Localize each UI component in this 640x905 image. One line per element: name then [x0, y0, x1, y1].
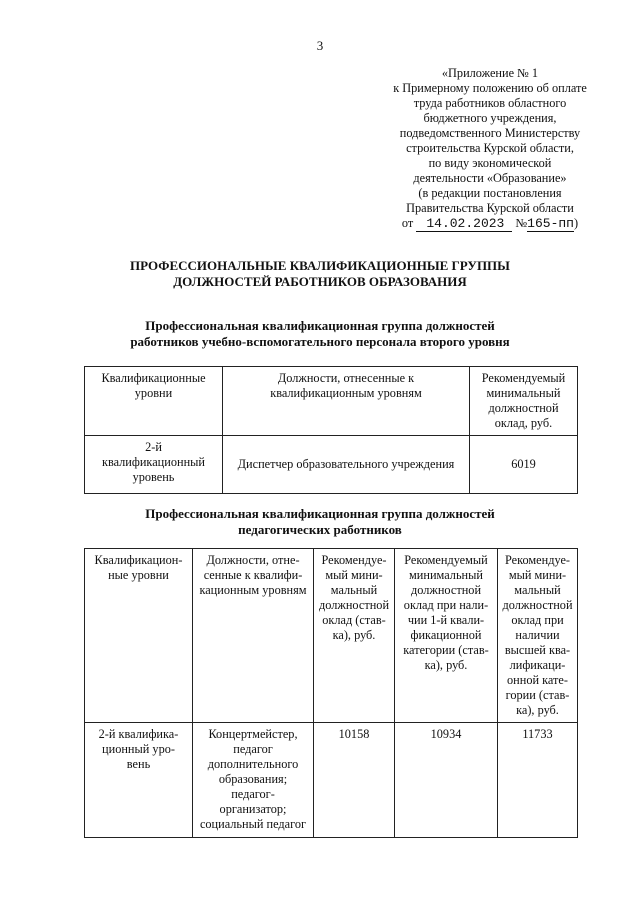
salary-first-category-cell: 10934: [395, 723, 498, 838]
header-cell: Рекомендуемый минимальный должностной оклад при нали- чии 1-й квали- фикационной категории (став- ка), руб.: [395, 549, 498, 723]
table-header-row: [85, 549, 578, 723]
table-header-row: [85, 367, 578, 436]
section1-title: Профессиональная квалификационная группа должностей работников учебно-вспомогательного персонала второго уровня: [130, 318, 510, 349]
number-prefix: №: [515, 216, 528, 230]
section2-title: Профессиональная квалификационная группа должностей педагогических работников: [145, 506, 495, 537]
section2-table: [84, 548, 578, 838]
appendix-header: [380, 66, 600, 232]
section1-table: [84, 366, 578, 494]
position-cell: Диспетчер образовательного учреждения: [223, 436, 470, 494]
document-date: 14.02.2023: [416, 216, 512, 232]
level-cell: 2-й квалифика- ционный уро- вень: [85, 723, 193, 838]
position-cell: Концертмейстер, педагог дополнительного образования; педагог- организатор; социальный педагог: [193, 723, 314, 838]
document-number: 165-пп: [527, 216, 574, 231]
header-cell: Квалификацион- ные уровни: [85, 549, 193, 723]
header-cell: Рекомендуе- мый мини- мальный должностной оклад (став- ка), руб.: [314, 549, 395, 723]
appendix-text: «Приложение № 1 к Примерному положению об оплате труда работников областного бюджетного учреждения, подведомственного Министерству строительства Курской области, по виду экономической деятельности «Образование» (в редакции постановления Правительства Курской области: [393, 66, 587, 215]
header-cell: Квалификационные уровни: [85, 367, 223, 436]
salary-cell: 6019: [470, 436, 578, 494]
salary-base-cell: 10158: [314, 723, 395, 838]
table-row: [85, 723, 578, 838]
main-title: ПРОФЕССИОНАЛЬНЫЕ КВАЛИФИКАЦИОННЫЕ ГРУППЫ ДОЛЖНОСТЕЙ РАБОТНИКОВ ОБРАЗОВАНИЯ: [130, 258, 510, 289]
page-number: 3: [316, 38, 324, 53]
header-cell: Должности, отне- сенные к квалифи- кационным уровням: [193, 549, 314, 723]
salary-highest-category-cell: 11733: [498, 723, 578, 838]
header-cell: Рекомендуемый минимальный должностной оклад, руб.: [470, 367, 578, 436]
table-row: [85, 436, 578, 494]
appendix-date-line: [380, 216, 600, 232]
close-paren: ): [573, 216, 579, 230]
header-cell: Рекомендуе- мый мини- мальный должностной оклад при наличии высшей ква- лификаци- онной кате- гории (став- ка), руб.: [498, 549, 578, 723]
date-prefix: от: [401, 216, 414, 230]
level-cell: 2-й квалификационный уровень: [85, 436, 223, 494]
header-cell: Должности, отнесенные к квалификационным уровням: [223, 367, 470, 436]
